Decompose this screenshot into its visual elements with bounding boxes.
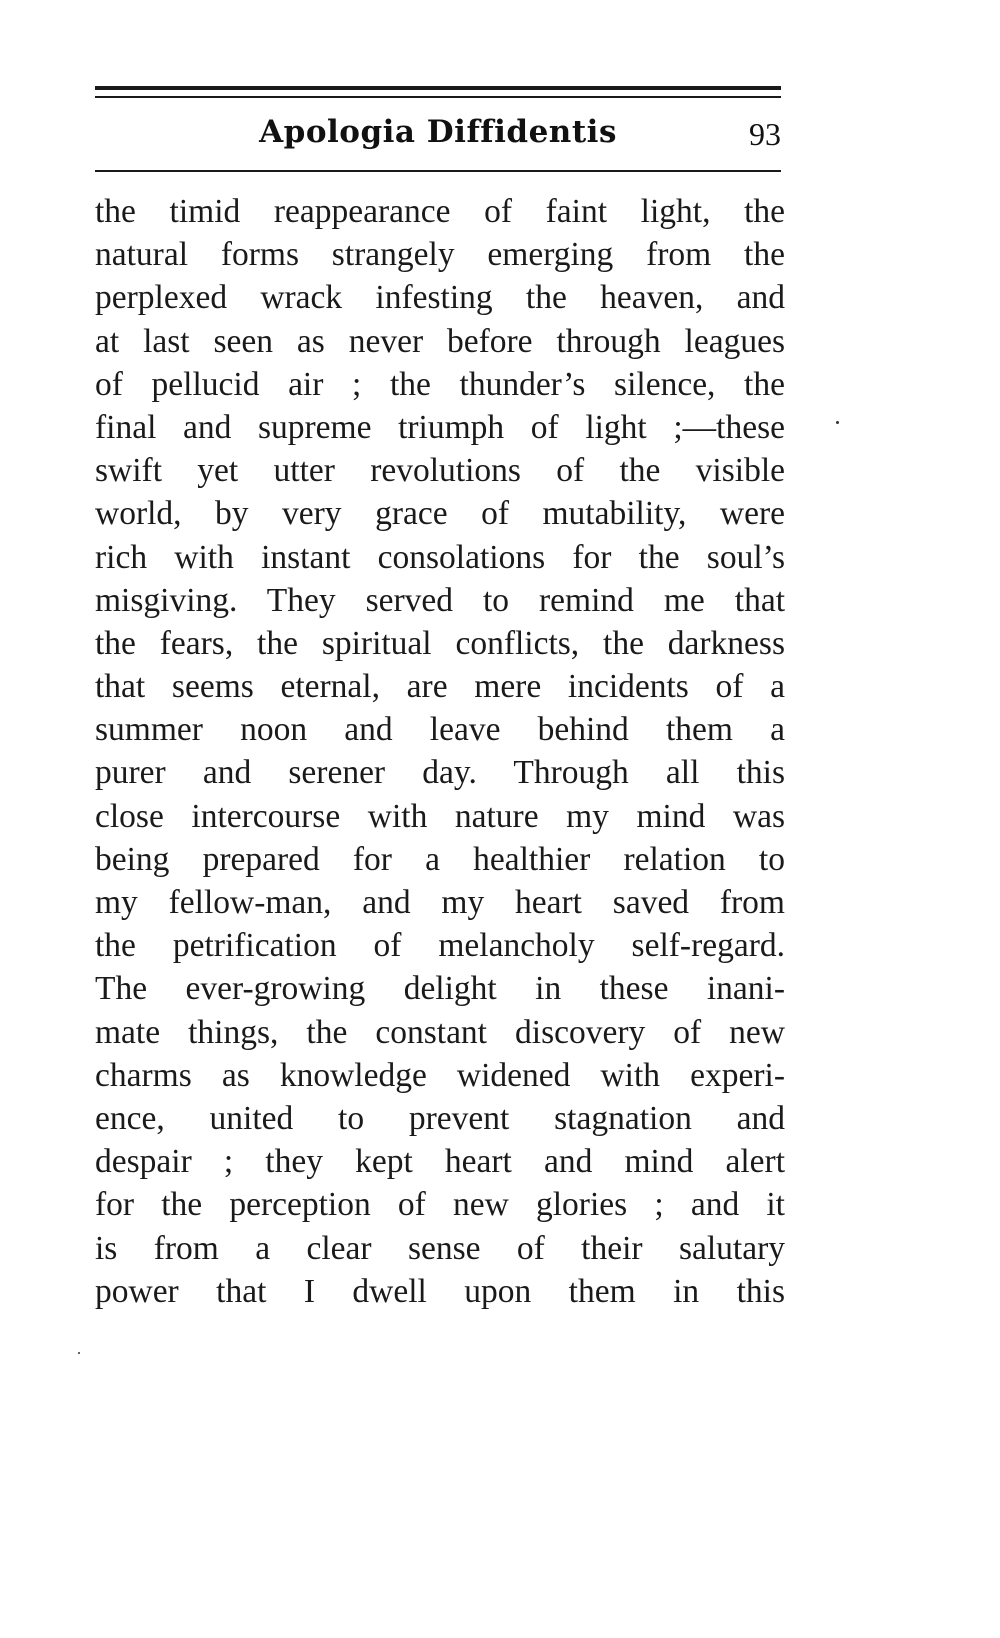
- page-number: 93: [749, 116, 781, 152]
- text-line: final and supreme triumph of light ;—these: [95, 408, 785, 446]
- text-line: charms as knowledge widened with experi-: [95, 1056, 785, 1094]
- running-title: Apologia Diffidentis: [259, 114, 617, 150]
- text-line: misgiving. They served to remind me that: [95, 581, 785, 619]
- text-line: swift yet utter revolutions of the visible: [95, 452, 785, 490]
- text-line: close intercourse with nature my mind was: [95, 797, 785, 835]
- text-line: purer and serener day. Through all this: [95, 754, 785, 792]
- text-line: summer noon and leave behind them a: [95, 711, 785, 749]
- text-line: natural forms strangely emerging from the: [95, 236, 785, 274]
- text-line: the timid reappearance of faint light, the: [95, 193, 785, 230]
- text-line: power that I dwell upon them in this: [95, 1272, 785, 1310]
- text-line: mate things, the constant discovery of new: [95, 1013, 785, 1051]
- text-line: world, by very grace of mutability, were: [95, 495, 785, 533]
- text-line: of pellucid air ; the thunder’s silence, the: [95, 365, 785, 403]
- header-rule-thin: [95, 96, 781, 98]
- running-head: [95, 108, 781, 160]
- paper-speck: [78, 1352, 80, 1354]
- text-line: at last seen as never before through leagues: [95, 322, 785, 360]
- text-line: despair ; they kept heart and mind alert: [95, 1143, 785, 1181]
- text-line: is from a clear sense of their salutary: [95, 1229, 785, 1267]
- text-line: my fellow-man, and my heart saved from: [95, 884, 785, 921]
- text-line: being prepared for a healthier relation to: [95, 840, 785, 878]
- text-line: for the perception of new glories ; and it: [95, 1186, 785, 1224]
- text-line: that seems eternal, are mere incidents of a: [95, 668, 785, 706]
- paper-speck: [836, 421, 839, 424]
- text-line: The ever-growing delight in these inani-: [95, 970, 785, 1008]
- text-line: the petrification of melancholy self-regard.: [95, 927, 785, 965]
- header-rule-bottom: [95, 170, 781, 172]
- body-text: [95, 190, 785, 1313]
- text-line: the fears, the spiritual conflicts, the darkness: [95, 624, 785, 662]
- text-line: rich with instant consolations for the soul’s: [95, 538, 785, 576]
- header-rule-thick: [95, 86, 781, 90]
- text-line: ence, united to prevent stagnation and: [95, 1099, 785, 1137]
- text-line: perplexed wrack infesting the heaven, and: [95, 279, 785, 317]
